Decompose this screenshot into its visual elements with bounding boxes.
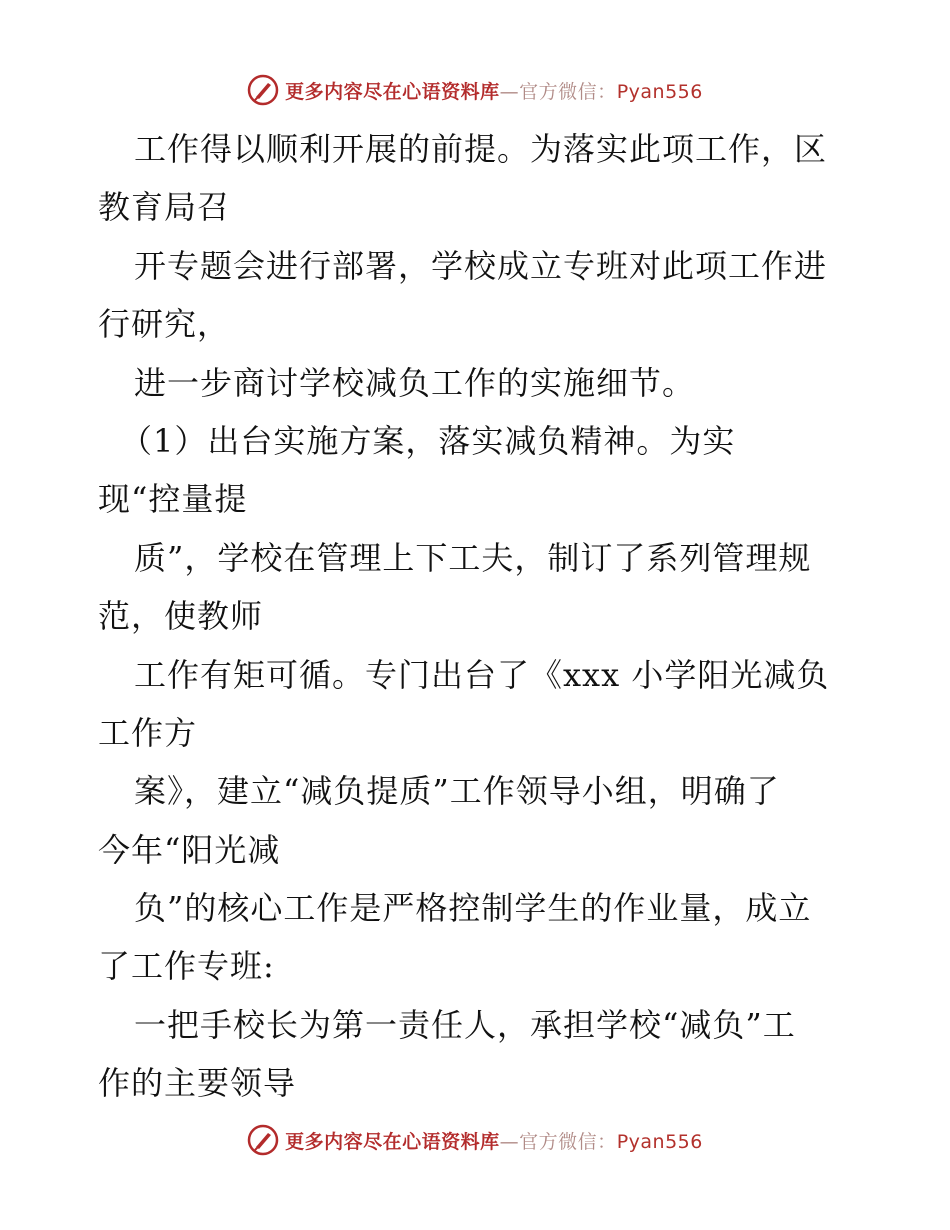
banner-text — [285, 1127, 703, 1154]
quill-pen-logo-icon — [247, 74, 279, 106]
text-line: 了工作专班: — [98, 947, 275, 986]
text-line: 工作得以顺利开展的前提。为落实此项工作，区 — [134, 130, 828, 168]
text-line: 质”，学校在管理上下工夫，制订了系列管理规 — [134, 538, 812, 577]
quill-pen-logo-icon — [247, 1124, 279, 1156]
text-line: 教育局召 — [98, 188, 231, 227]
banner-wechat-id: Pyan556 — [616, 80, 703, 103]
text-line: 行研究， — [98, 305, 231, 344]
banner-brand: 更多内容尽在心语资料库 — [285, 1130, 500, 1153]
text-line: 范，使教师 — [98, 597, 264, 636]
text-line: 工作方 — [98, 713, 198, 752]
text-line: 开专题会进行部署，学校成立专班对此项工作进 — [134, 246, 828, 285]
banner-text — [285, 77, 703, 104]
document-body — [98, 120, 858, 1113]
text-line: 作的主要领导 — [98, 1064, 297, 1103]
text-line: 一把手校长为第一责任人，承担学校“减负”工 — [134, 1005, 796, 1044]
text-line: 工作有矩可循。专门出台了《xxx 小学阳光减负 — [134, 655, 830, 694]
banner-separator: —官方微信： — [499, 80, 617, 103]
banner-separator: —官方微信： — [499, 1130, 617, 1153]
text-line: 现“控量提 — [98, 480, 248, 519]
header-banner — [0, 70, 950, 110]
banner-brand: 更多内容尽在心语资料库 — [285, 80, 500, 103]
text-line: 案》，建立“减负提质”工作领导小组，明确了 — [134, 772, 780, 811]
text-line: （1）出台实施方案，落实减负精神。为实 — [120, 421, 736, 460]
text-line: 进一步商讨学校减负工作的实施细节。 — [134, 363, 696, 402]
text-line: 今年“阳光减 — [98, 830, 281, 869]
text-line: 负”的核心工作是严格控制学生的作业量，成立 — [134, 889, 812, 928]
footer-banner — [0, 1120, 950, 1160]
banner-wechat-id: Pyan556 — [616, 1130, 703, 1153]
